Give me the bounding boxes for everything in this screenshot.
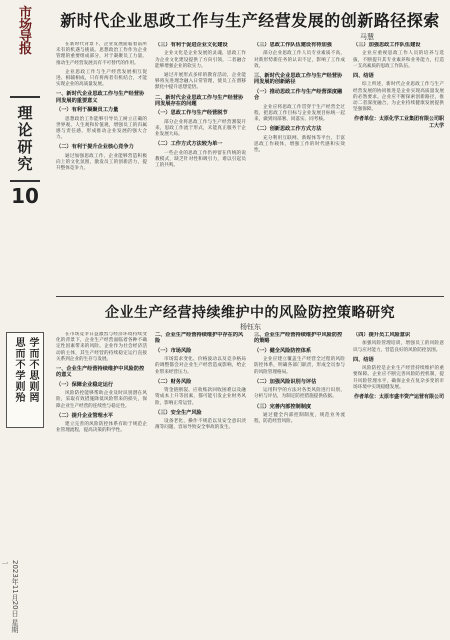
paragraph: 加强风险管理培训，增强员工的风险意识与应对能力，营造良好的风险防控氛围。 <box>353 341 444 353</box>
logo-char: 报 <box>18 42 33 57</box>
section-heading: （一）健全风险防控体系 <box>254 347 312 354</box>
text-column <box>155 42 246 290</box>
paragraph: 资金链断裂、应收账款回收困难以及融资成本上升等因素，都可能引发企业财务风险，影响正常运营。 <box>155 388 246 406</box>
section-heading: （一）市场风险 <box>155 347 192 354</box>
paragraph: 一些企业的思政工作仍停留在传统的说教模式，缺乏针对性和吸引力，难以引起员工的共鸣。 <box>155 150 246 169</box>
paragraph: 企业应将思政工作贯穿于生产经营全过程，把思政工作目标与企业发展目标统一起来，做到同部署、同落实、同考核。 <box>254 104 345 123</box>
paragraph: 市场需求变化、价格波动以及竞争格局的调整都会对企业生产经营造成影响，给企业带来经营压力。 <box>155 357 246 375</box>
paragraph: 综上所述，新时代企业思政工作与生产经营发展的协同推进是企业实现高质量发展的必然要求。企业应不断探索创新路径，推动二者深度融合，为企业持续健康发展提供坚强保障。 <box>353 82 444 113</box>
section-heading: 四、结语 <box>353 73 374 80</box>
paragraph: 企业应重视思政工作人员的培养与选拔，不断提升其专业素养和业务能力，打造一支高素质的思政工作队伍。 <box>353 51 444 69</box>
section-heading: （二）财务风险 <box>155 378 192 385</box>
section-heading: （三）有利于促进企业文化建设 <box>155 42 228 48</box>
section-heading: 三、企业生产经营持续维护中风险防控的策略 <box>254 332 343 345</box>
section-heading: （二）有利于提升企业核心竞争力 <box>56 144 134 151</box>
text-column <box>254 332 345 632</box>
article1-title: 新时代企业思政工作与生产经营发展的创新路径探索 <box>60 11 440 30</box>
section-heading: 三、新时代企业思政工作与生产经营协同发展的创新路径 <box>254 73 343 86</box>
author-affiliation: 作者单位：太原化学工业集团有限公司职工大学 <box>353 116 444 129</box>
section-heading: （三）思政工作队伍建设有待加强 <box>254 42 332 48</box>
paragraph: 在新时代背景下，企业发展面临着前所未有的机遇与挑战。思想政治工作作为企业管理的重要组成部分，对于凝聚员工力量、推动生产经营发展具有不可替代的作用。 <box>56 42 147 66</box>
logo-char: 导 <box>18 30 33 45</box>
section-heading: （二）加强风险识别与评估 <box>254 378 317 385</box>
paragraph: 运用科学的方法对各类风险进行识别、分析与评估，为制定防控措施提供依据。 <box>254 388 345 400</box>
article2-byline: 杨钰东 <box>240 323 261 331</box>
section-title: 理论研究 <box>10 96 40 182</box>
section-heading: （四）提升员工风险意识 <box>353 332 411 338</box>
issue-date: 2023年11月20日 星期一 <box>1 560 19 633</box>
paragraph: 通过健全内部控制制度，规范业务流程，防范经营风险。 <box>254 413 345 425</box>
text-column <box>353 332 444 632</box>
section-heading: 四、结语 <box>353 356 374 363</box>
page-number: 10 <box>11 184 39 208</box>
motto-line: 学而不思则罔 <box>27 337 38 403</box>
paragraph: 企业思政工作与生产经营发展相互促进、相辅相成，只有将两者有机结合，才能实现企业的高质量发展。 <box>56 69 147 88</box>
section-heading: （三）安全生产风险 <box>155 409 202 416</box>
section-heading: （三）完善内部控制制度 <box>254 403 312 410</box>
article1-body <box>56 42 444 290</box>
section-heading: （一）思政工作与生产经营脱节 <box>155 110 228 117</box>
article2-title: 企业生产经营持续维护中的风险防控策略研究 <box>105 305 395 321</box>
paragraph: 风险防控能够帮助企业及时识别潜在风险，采取有效措施降低风险带来的损失，保障企业生产经营的连续性与稳定性。 <box>56 391 147 409</box>
masthead-column <box>0 0 50 640</box>
section-heading: （一）有利于凝聚员工力量 <box>56 107 119 114</box>
section-heading: 二、企业生产经营持续维护中存在的风险 <box>155 332 244 345</box>
paragraph: 通过加强思政工作，企业能够营造积极向上的文化氛围，激发员工的创新活力，提升整体竞争力。 <box>56 153 147 172</box>
section-heading: （一）推动思政工作与生产经营深度融合 <box>254 88 343 102</box>
paragraph: 风险防控是企业生产经营持续维护的重要保障。企业应不断完善风险防控机制，提升风险管理水平，确保企业在复杂多变的市场环境中实现稳健发展。 <box>353 366 444 390</box>
text-column <box>155 332 246 632</box>
paragraph: 通过开展形式多样的教育活动，企业能够将先进理念融入日常管理，使员工在潜移默化中提升思想觉悟。 <box>155 73 246 91</box>
paragraph: 充分利用互联网、新媒体等平台，丰富思政工作载体，增强工作的时代感和实效性。 <box>254 135 345 154</box>
text-column <box>56 332 147 632</box>
logo-char: 市 <box>18 6 33 21</box>
text-column <box>56 42 147 290</box>
section-heading: （一）保障企业稳定运行 <box>56 381 114 388</box>
paragraph: 企业文化是企业发展的灵魂，思政工作为企业文化建设提供了方向引领，二者融合能够增强企业的软实力。 <box>155 51 246 69</box>
section-heading: 一、企业生产经营持续维护中风险防控的意义 <box>56 366 145 379</box>
logo-char: 场 <box>18 18 33 33</box>
paragraph: 思想政治工作能够引导员工树立正确的世界观、人生观和价值观，增强员工的归属感与责任感，形成推动企业发展的强大合力。 <box>56 116 147 141</box>
motto-box <box>6 332 44 428</box>
paragraph: 设备老化、操作不规范以及安全意识淡薄等问题，容易导致安全事故的发生。 <box>155 419 246 431</box>
section-heading: （二）工作方式方法较为单一 <box>155 141 223 148</box>
newspaper-logo <box>6 8 46 56</box>
author-affiliation: 作者单位：太原市盛丰资产运营有限公司 <box>353 394 444 401</box>
section-heading: （二）提升企业管理水平 <box>56 412 114 419</box>
section-heading: 一、新时代企业思政工作与生产经营协同发展的重要意义 <box>56 91 145 104</box>
article1-byline: 马慧 <box>360 33 374 41</box>
section-heading: 二、新时代企业思政工作与生产经营协同发展存在的问题 <box>155 94 244 108</box>
article-divider <box>56 296 444 297</box>
paragraph: 部分企业思政工作人员专业素质不高，对新形势新任务的认识不足，影响了工作成效。 <box>254 51 345 69</box>
paragraph: 企业应建立覆盖生产经营全过程的风险防控体系，明确各部门职责，形成全员参与的风险管理格局。 <box>254 357 345 375</box>
article2-body <box>56 332 444 632</box>
paragraph: 在市场竞争日益激烈与经济环境持续变化的背景下，企业生产经营面临着各种不确定性因素带来的风险。企业作为社会经济活动的主体，其生产经营的持续稳定运行直接关系到企业的生存与发展。 <box>56 332 147 362</box>
motto-line: 思而不学则殆 <box>13 337 24 403</box>
paragraph: 建立完善的风险防控体系有助于规范企业管理流程，提高决策的科学性。 <box>56 422 147 434</box>
text-column <box>353 42 444 290</box>
section-heading: （二）创新思政工作方式方法 <box>254 126 322 133</box>
section-heading: （三）加强思政工作队伍建设 <box>353 42 421 48</box>
paragraph: 部分企业将思政工作与生产经营割裂开来，思政工作流于形式，未能真正服务于企业发展大局。 <box>155 119 246 138</box>
text-column <box>254 42 345 290</box>
